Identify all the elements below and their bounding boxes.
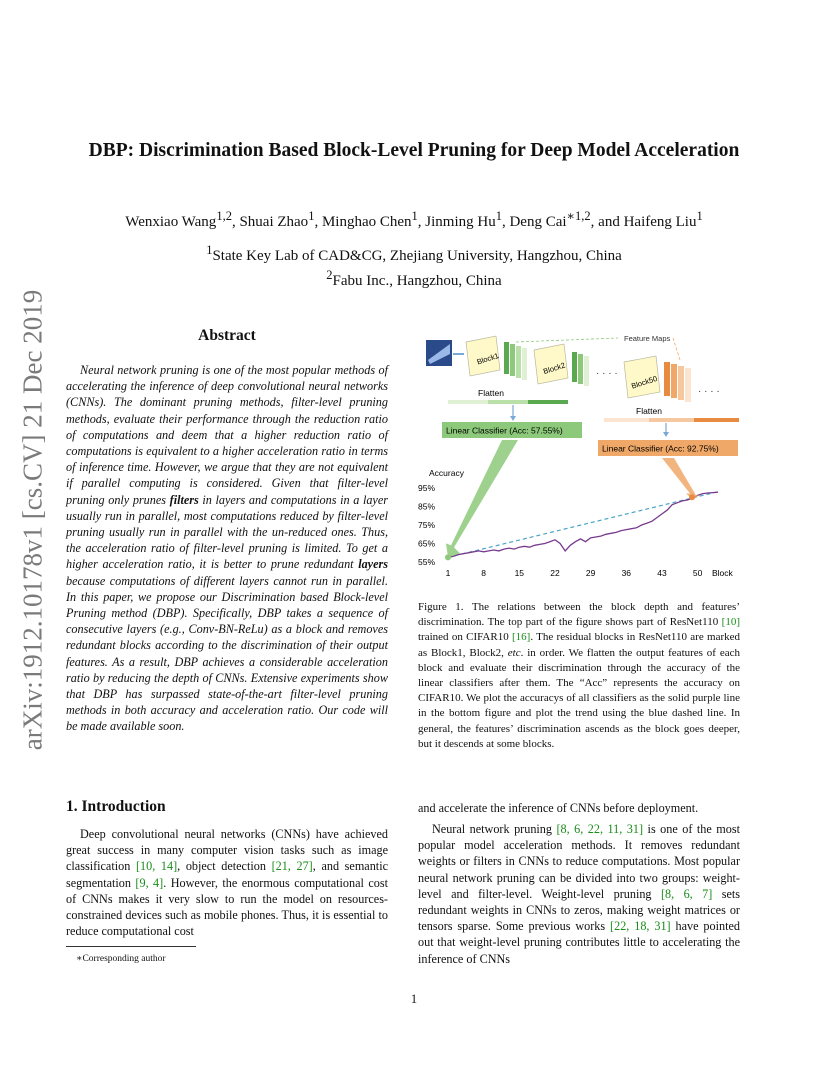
citation-link[interactable]: [16] [512, 631, 531, 644]
right-column-paragraph: Neural network pruning [8, 6, 22, 11, 31] is one of the most popular model acceleration methods. It removes redundant weights or filters in CNNs to reduce computations. Most popular neural network pruning can be divided into two groups: weight-level and filter-level. Weight-level pruning [8, 6, 7] sets redundant weights in CNNs to zeros, making weight matrices or tensors sparse. Some previous works [22, 18, 31] have pointed out that weight-level pruning contributes little to accelerating the inference of CNNs [418, 822, 740, 966]
author: Haifeng Liu$^1$ [623, 209, 703, 230]
feature-maps-orange [664, 362, 691, 402]
classifier-left-label: Linear Classifier (Acc: 57.55%) [446, 425, 563, 436]
flatten-bar-green [448, 400, 568, 404]
accuracy-line [448, 492, 718, 557]
block50-shape [624, 356, 660, 398]
abstract-heading: Abstract [198, 327, 256, 344]
block1-label: Block1 [475, 350, 500, 367]
citation-link[interactable]: [8, 6, 7] [660, 886, 713, 901]
y-tick-label: 85% [418, 501, 436, 512]
author: Jinming Hu$^1$, [425, 209, 510, 230]
pointer-arrow-green [446, 440, 518, 557]
arxiv-stamp: arXiv:1912.10178v1 [cs.CV] 21 Dec 2019 [17, 289, 48, 751]
flatten-label-left: Flatten [478, 388, 504, 398]
figure-caption: Figure 1. The relations between the block depth and features’ discrimination. The top part of the figure shows part of ResNet110 [10] trained on CIFAR10 [16]. The residual blocks in ResNet110 are marked as Block1, Block2, etc. in order. We flatten the output features of each block and evaluate their discrimination through the accuracy of the linear classifiers after them. The “Acc” represents the accuracy on CIFAR10. We plot the accuracys of all classifiers as the solid purple line in the bottom figure and plot the trend using the blue dashed line. In general, the features’ discrimination ascends as the block goes deeper, but it descends at some blocks. [418, 601, 740, 750]
intro-body: Deep convolutional neural networks (CNNs) have achieved great success in many computer vision tasks such as image classification [10, 14], object detection [21, 27], and semantic segmentation [9, 4]. However, the enormous computational cost of CNNs makes it very slow to run the model on resources-constrained devices such as mobile phones. Thus, it is essential to reduce computational cost [66, 827, 388, 939]
y-tick-label: 65% [418, 538, 436, 549]
classifier-right-label: Linear Classifier (Acc: 92.75%) [602, 443, 719, 454]
first-point [445, 554, 451, 560]
affiliation: $^2$Fabu Inc., Hangzhou, China [326, 268, 502, 289]
ellipsis-icon: · · · · [596, 368, 618, 379]
citation-link[interactable]: [9, 4] [135, 875, 164, 890]
x-tick-label: 29 [585, 568, 596, 578]
flatten-bar-orange [604, 418, 739, 422]
x-axis-label: Block [712, 568, 733, 578]
pointer-arrow-orange [662, 458, 700, 499]
page-number: 1 [410, 992, 418, 1006]
affiliations [60, 241, 768, 291]
author-list [60, 208, 768, 231]
input-image-icon [426, 340, 452, 366]
right-column-continuation: and accelerate the inference of CNNs before deployment. [418, 801, 699, 815]
citation-link[interactable]: [10, 14] [135, 859, 178, 874]
paper-title: DBP: Discrimination Based Block-Level Pruning for Deep Model Acceleration [88, 140, 740, 161]
citation-link[interactable]: [10] [721, 616, 740, 629]
author: Wenxiao Wang$^{1,2}$, [125, 209, 240, 230]
x-tick-label: 50 [692, 568, 703, 578]
accuracy-chart [418, 440, 734, 578]
y-tick-label: 75% [418, 520, 436, 530]
y-tick-label: 95% [418, 483, 436, 493]
intro-heading: 1. Introduction [66, 798, 166, 815]
citation-link[interactable]: [22, 18, 31] [610, 919, 671, 934]
y-axis-label: Accuracy [429, 468, 464, 478]
affiliation: $^1$State Key Lab of CAD&CG, Zhejiang University, Hangzhou, China [206, 243, 622, 264]
author: Shuai Zhao$^1$, [239, 209, 322, 230]
x-tick-label: 15 [514, 568, 525, 578]
figure-1 [418, 330, 740, 590]
footnote: ∗Corresponding author [76, 954, 166, 964]
block1-shape [466, 336, 500, 376]
x-tick-label: 8 [481, 568, 487, 578]
block50-label: Block50 [630, 373, 659, 391]
block2-label: Block2 [542, 360, 567, 377]
author: Minghao Chen$^1$, [321, 209, 426, 230]
author: Deng Cai$^{∗1,2}$, and [509, 209, 624, 230]
citation-link[interactable]: [21, 27] [271, 859, 313, 874]
x-tick-label: 1 [445, 568, 451, 578]
x-tick-label: 36 [621, 568, 632, 578]
feature-maps-label: Feature Maps [624, 334, 671, 343]
feature-maps-green [504, 342, 527, 380]
feature-maps-green-2 [572, 352, 589, 386]
abstract-body: Neural network pruning is one of the most popular methods of accelerating the inference of deep convolutional neural networks (CNNs). The dominant pruning methods, filter-level pruning methods, evaluate their performance through the reduction ratio of computations and deem that a higher reduction ratio of computations is equivalent to a higher acceleration ratio in terms of inference time. However, we argue that they are not equivalent if parallel computing is considered. Given that filter-level pruning only prunes filters in layers and computations in a layer usually run in parallel, most computations reduced by filter-level pruning usually run in parallel with the un-reduced ones. Thus, the acceleration ratio of filter-level pruning is limited. To get a higher acceleration ratio, it is better to prune redundant layers because computations of different layers cannot run in parallel. In this paper, we propose our Discrimination based Block-level Pruning method (DBP). Specifically, DBP takes a sequence of consecutive layers (e.g., Conv-BN-ReLu) as a block and removes redundant blocks according to the discrimination of their output features. As a result, DBP achieves a considerable acceleration ratio by reducing the depth of CNNs. Extensive experiments show that DBP has surpassed state-of-the-art filter-level pruning methods in both accuracy and acceleration ratio. Our code will be made available soon. [66, 363, 388, 734]
x-tick-label: 22 [550, 568, 560, 578]
footnote-rule [66, 946, 196, 947]
block2-shape [534, 344, 568, 384]
trend-line [448, 492, 718, 558]
x-tick-label: 43 [657, 568, 667, 578]
ellipsis-icon: · · · · [698, 386, 720, 397]
flatten-label-right: Flatten [636, 406, 662, 416]
citation-link[interactable]: [8, 6, 22, 11, 31] [556, 822, 644, 836]
y-tick-label: 55% [418, 557, 436, 567]
last-point [689, 494, 695, 500]
